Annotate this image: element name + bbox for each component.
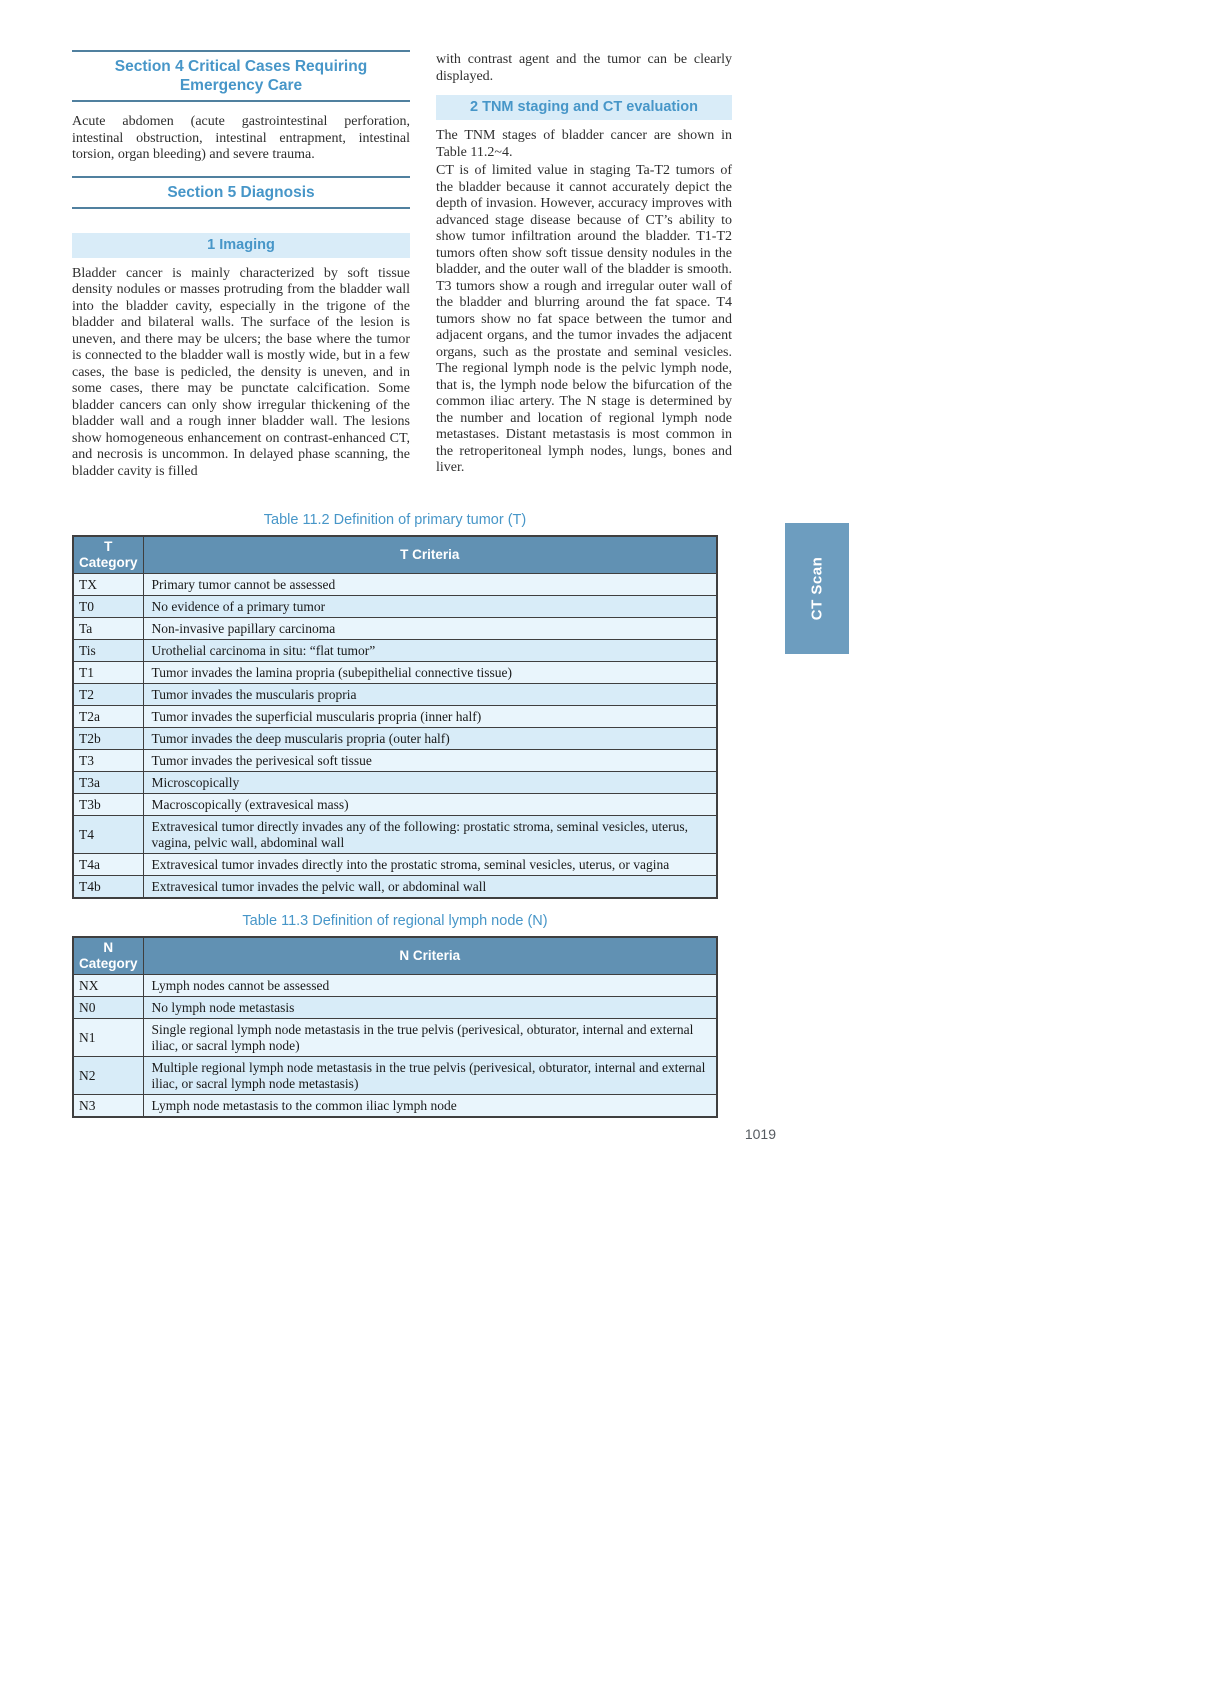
n-category-header: N Category xyxy=(73,937,143,975)
right-column-para-2: The TNM stages of bladder cancer are shown in Table 11.2~4. xyxy=(436,128,732,160)
section-5-heading: Section 5 Diagnosis xyxy=(167,183,315,201)
t-criteria-cell: Microscopically xyxy=(143,772,717,794)
table-header-row xyxy=(73,536,717,574)
t-category-cell: T2 xyxy=(73,684,143,706)
right-column xyxy=(436,52,732,479)
t-criteria-cell: Tumor invades the superficial muscularis propria (inner half) xyxy=(143,706,717,728)
tnm-heading-bar: 2 TNM staging and CT evaluation xyxy=(436,95,732,120)
t-category-cell: TX xyxy=(73,574,143,596)
n-category-cell: N3 xyxy=(73,1095,143,1118)
primary-tumor-table xyxy=(72,535,718,899)
t-category-cell: Tis xyxy=(73,640,143,662)
table-row xyxy=(73,596,717,618)
table-row xyxy=(73,876,717,899)
t-criteria-cell: Primary tumor cannot be assessed xyxy=(143,574,717,596)
t-criteria-cell: Non-invasive papillary carcinoma xyxy=(143,618,717,640)
n-category-cell: N2 xyxy=(73,1057,143,1095)
t-criteria-cell: Tumor invades the perivesical soft tissue xyxy=(143,750,717,772)
t-criteria-cell: Macroscopically (extravesical mass) xyxy=(143,794,717,816)
section-5-block xyxy=(72,176,410,209)
t-category-cell: T4 xyxy=(73,816,143,854)
table-row xyxy=(73,975,717,997)
table-row xyxy=(73,640,717,662)
t-criteria-cell: Extravesical tumor invades directly into the prostatic stroma, seminal vesicles, uterus, or vagina xyxy=(143,854,717,876)
section-5-rule-bottom xyxy=(72,207,410,209)
t-category-cell: T3 xyxy=(73,750,143,772)
n-criteria-cell: No lymph node metastasis xyxy=(143,997,717,1019)
table-row xyxy=(73,1095,717,1118)
t-criteria-cell: Urothelial carcinoma in situ: “flat tumor” xyxy=(143,640,717,662)
table-row xyxy=(73,574,717,596)
t-criteria-cell: Tumor invades the lamina propria (subepithelial connective tissue) xyxy=(143,662,717,684)
table-11-3-caption: Table 11.3 Definition of regional lymph node (N) xyxy=(242,913,548,929)
regional-lymph-node-table-body xyxy=(73,975,717,1118)
ct-scan-tab-label: CT Scan xyxy=(808,556,826,621)
primary-tumor-table-head xyxy=(73,536,717,574)
table-row xyxy=(73,1019,717,1057)
table-row xyxy=(73,728,717,750)
t-criteria-cell: Extravesical tumor directly invades any of the following: prostatic stroma, seminal vesicles, uterus, vagina, pelvic wall, abdominal wall xyxy=(143,816,717,854)
table-row xyxy=(73,816,717,854)
t-criteria-header: T Criteria xyxy=(143,536,717,574)
t-category-cell: Ta xyxy=(73,618,143,640)
t-criteria-cell: Extravesical tumor invades the pelvic wall, or abdominal wall xyxy=(143,876,717,899)
t-category-header: T Category xyxy=(73,536,143,574)
t-category-cell: T3b xyxy=(73,794,143,816)
t-category-cell: T4b xyxy=(73,876,143,899)
n-category-cell: N0 xyxy=(73,997,143,1019)
n-category-cell: N1 xyxy=(73,1019,143,1057)
table-11-2-caption: Table 11.2 Definition of primary tumor (T) xyxy=(263,512,527,528)
table-row xyxy=(73,684,717,706)
page-number: 1019 xyxy=(744,1126,776,1142)
section-4-rule-bottom xyxy=(72,100,410,102)
ct-scan-side-tab xyxy=(785,523,849,654)
section-4-body: Acute abdomen (acute gastrointestinal perforation, intestinal obstruction, intestinal entrapment, intestinal torsion, organ bleeding) and severe trauma. xyxy=(72,114,410,162)
t-category-cell: T4a xyxy=(73,854,143,876)
t-criteria-cell: No evidence of a primary tumor xyxy=(143,596,717,618)
table-row xyxy=(73,772,717,794)
t-category-cell: T2b xyxy=(73,728,143,750)
right-column-para-1: with contrast agent and the tumor can be clearly displayed. xyxy=(436,52,732,84)
n-criteria-cell: Single regional lymph node metastasis in the true pelvis (perivesical, obturator, internal and external iliac, or sacral lymph node) xyxy=(143,1019,717,1057)
primary-tumor-table-body xyxy=(73,574,717,899)
n-criteria-cell: Lymph node metastasis to the common iliac lymph node xyxy=(143,1095,717,1118)
regional-lymph-node-table-head xyxy=(73,937,717,975)
t-category-cell: T3a xyxy=(73,772,143,794)
imaging-body: Bladder cancer is mainly characterized by soft tissue density nodules or masses protruding from the bladder wall into the bladder cavity, especially in the trigone of the bladder and bilateral walls. The surface of the lesion is uneven, and there may be ulcers; the base where the tumor is connected to the bladder wall is mostly wide, but in a few cases, the base is pedicled, the density is uneven, and in some cases, there may be punctate calcification. Some bladder cancers can only show irregular thickening of the bladder wall and a rough inner bladder wall. The lesions show homogeneous enhancement on contrast-enhanced CT, and necrosis is uncommon. In delayed phase scanning, the bladder cavity is filled xyxy=(72,265,410,479)
n-criteria-header: N Criteria xyxy=(143,937,717,975)
t-criteria-cell: Tumor invades the deep muscularis propria (outer half) xyxy=(143,728,717,750)
left-column xyxy=(72,50,410,480)
t-category-cell: T2a xyxy=(73,706,143,728)
t-category-cell: T1 xyxy=(73,662,143,684)
n-criteria-cell: Multiple regional lymph node metastasis in the true pelvis (perivesical, obturator, internal and external iliac, or sacral lymph node metastasis) xyxy=(143,1057,717,1095)
table-header-row xyxy=(73,937,717,975)
table-row xyxy=(73,618,717,640)
tables-area xyxy=(72,512,718,1132)
table-row xyxy=(73,997,717,1019)
regional-lymph-node-table xyxy=(72,936,718,1118)
right-column-para-3: CT is of limited value in staging Ta-T2 tumors of the bladder because it cannot accurately depict the depth of invasion. However, accuracy improves with advanced stage disease because of CT’s ability to show tumor infiltration around the bladder. T1-T2 tumors often show soft tissue density nodules in the bladder, and the outer wall of the bladder is smooth. T3 tumors show a rough and irregular outer wall of the bladder and blurring around the fat space. T4 tumors show no fat space between the tumor and adjacent organs, and the tumor invades the adjacent organs, such as the prostate and seminal vesicles. The regional lymph node is the pelvic lymph node, that is, the lymph node below the bifurcation of the common iliac artery. The N stage is determined by the number and location of regional lymph node metastases. Distant metastasis is most common in the retroperitoneal lymph nodes, lungs, bones and liver. xyxy=(436,163,732,475)
n-criteria-cell: Lymph nodes cannot be assessed xyxy=(143,975,717,997)
table-row xyxy=(73,662,717,684)
t-category-cell: T0 xyxy=(73,596,143,618)
table-row xyxy=(73,794,717,816)
t-criteria-cell: Tumor invades the muscularis propria xyxy=(143,684,717,706)
imaging-heading-bar: 1 Imaging xyxy=(72,233,410,258)
n-category-cell: NX xyxy=(73,975,143,997)
table-row xyxy=(73,706,717,728)
table-row xyxy=(73,750,717,772)
section-4-heading: Section 4 Critical Cases Requiring Emergency Care xyxy=(114,58,368,94)
table-row xyxy=(73,1057,717,1095)
section-4-block xyxy=(72,50,410,102)
table-row xyxy=(73,854,717,876)
